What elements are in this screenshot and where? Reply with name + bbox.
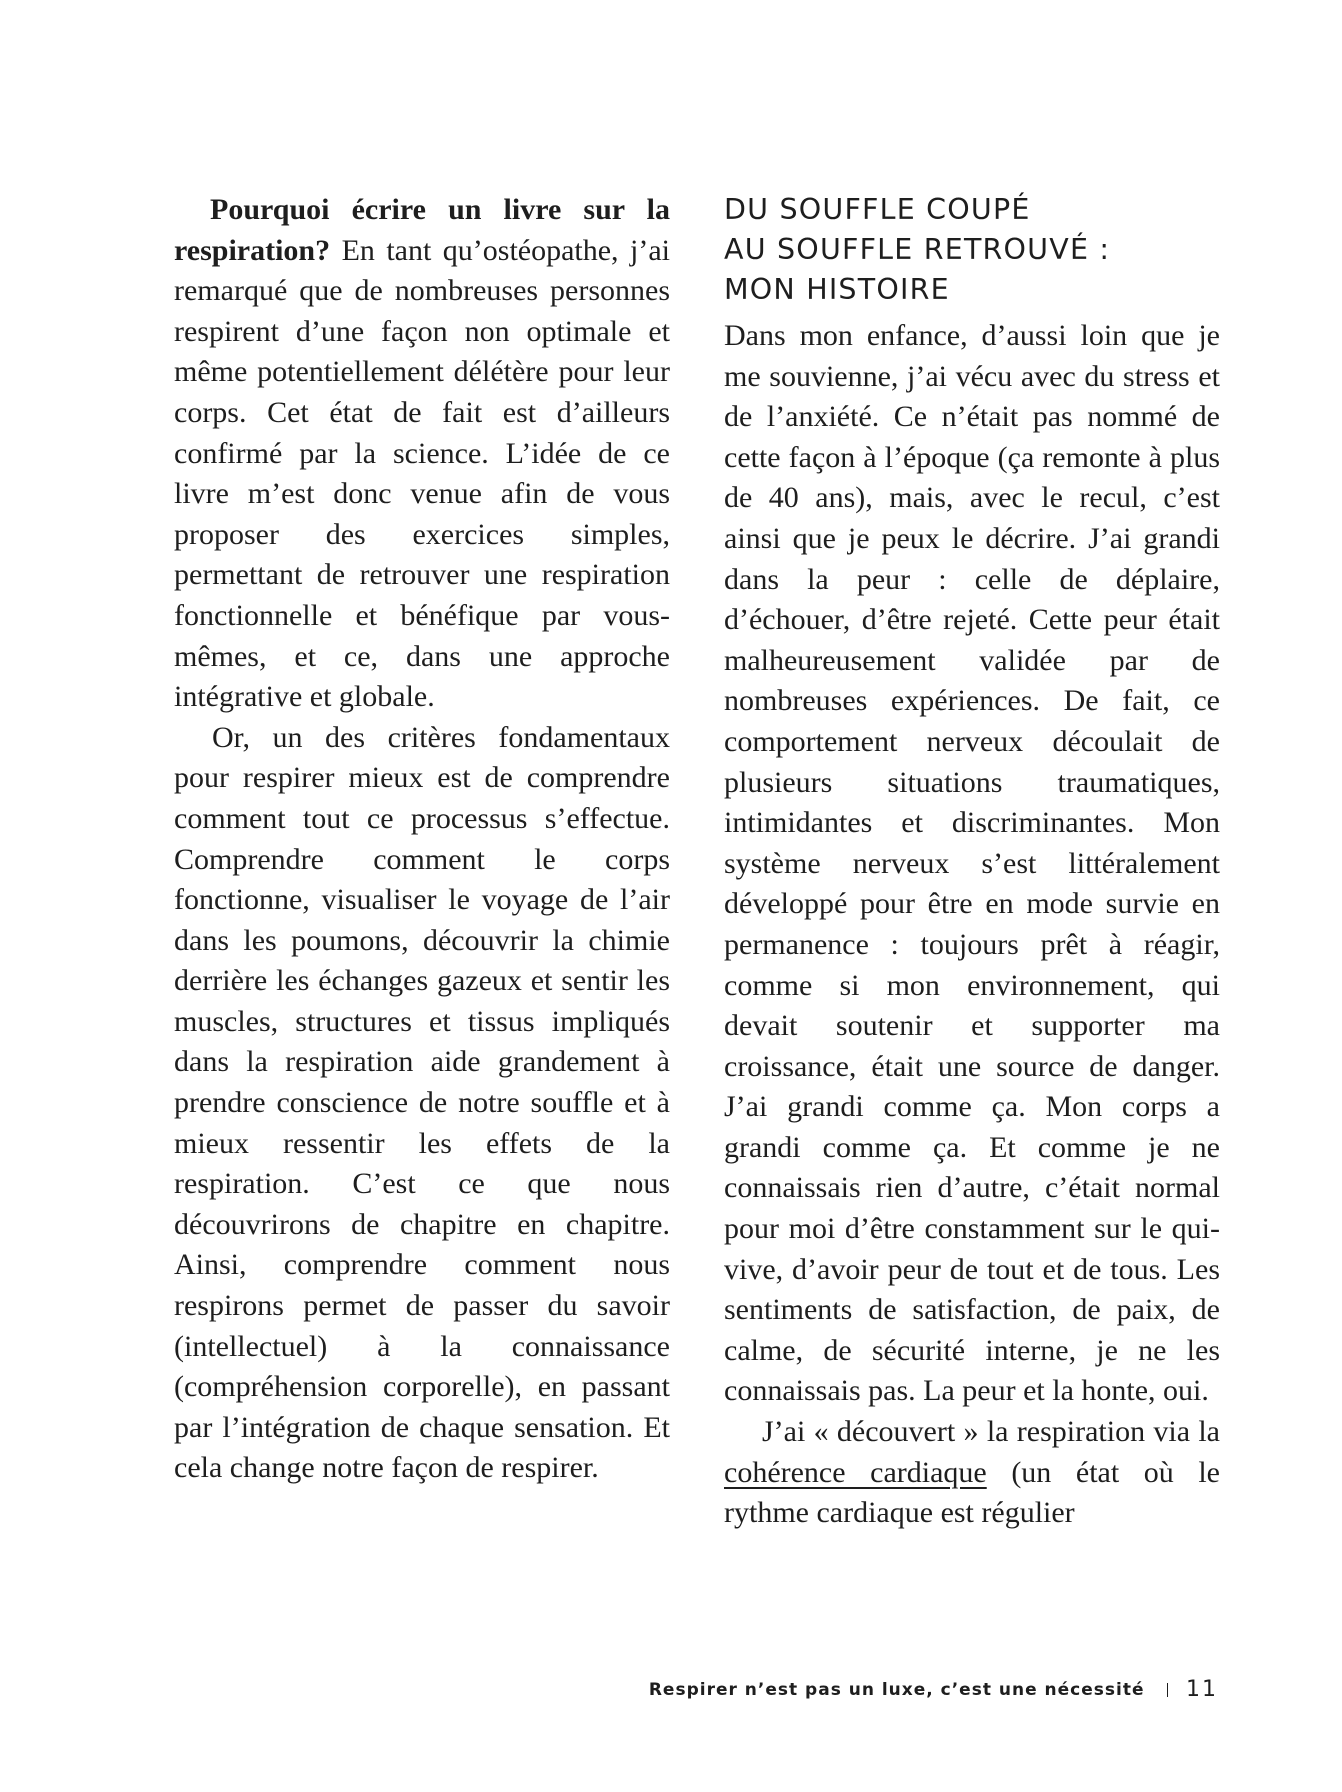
intro-paragraph bbox=[174, 190, 670, 718]
section-heading-line-1: DU SOUFFLE COUPÉ bbox=[724, 193, 1031, 226]
discovery-text-end: (un état où le rythme cardiaque est régulier bbox=[724, 1455, 1220, 1530]
section-heading-line-3: MON HISTOIRE bbox=[724, 273, 950, 306]
right-column bbox=[724, 190, 1220, 1534]
intro-lead-question: Pourquoi écrire un livre sur la respiration? bbox=[174, 193, 670, 267]
discovery-paragraph bbox=[724, 1412, 1220, 1534]
running-title: Respirer n’est pas un luxe, c’est une nécessité bbox=[648, 1679, 1145, 1700]
section-heading-line-2: AU SOUFFLE RETROUVÉ : bbox=[724, 233, 1111, 266]
page-number: 11 bbox=[1186, 1677, 1218, 1702]
criteria-paragraph: Or, un des critères fondamentaux pour respirer mieux est de comprendre comment tout ce processus s’effectue. Comprendre comment le corps fonctionne, visualiser le voyage de l’air dans les poumons, découvrir la chimie derrière les échanges gazeux et sentir les muscles, structures et tissus impliqués dans la respiration aide grandement à prendre conscience de notre souffle et à mieux ressentir les effets de la respiration. C’est ce que nous découvrirons de chapitre en chapitre. Ainsi, comprendre comment nous respirons permet de passer du savoir (intellectuel) à la connaissance (compréhension corporelle), en passant par l’intégration de chaque sensation. Et cela change notre façon de respirer. bbox=[174, 720, 670, 1485]
discovery-text-start: J’ai « découvert » la respiration via la bbox=[762, 1415, 1220, 1449]
section-heading bbox=[724, 190, 1220, 310]
childhood-paragraph: Dans mon enfance, d’aussi loin que je me souvienne, j’ai vécu avec du stress et de l’anxiété. Ce n’était pas nommé de cette façon à l’époque (ça remonte à plus de 40 ans), mais, avec le recul, c’est ainsi que je peux le décrire. J’ai grandi dans la peur : celle de déplaire, d’échouer, d’être rejeté. Cette peur était malheureusement validée par de nombreuses expériences. De fait, ce comportement nerveux découlait de plusieurs situations traumatiques, intimidantes et discriminantes. Mon système nerveux s’est littéralement développé pour être en mode survie en permanence : toujours prêt à réagir, comme si mon environnement, qui devait soutenir et supporter ma croissance, était une source de danger. J’ai grandi comme ça. Mon corps a grandi comme ça. Et comme je ne connaissais rien d’autre, c’était normal pour moi d’être constamment sur le qui-vive, d’avoir peur de tout et de tous. Les sentiments de satisfaction, de paix, de calme, de sécurité interne, je ne les connaissais pas. La peur et la honte, oui. bbox=[724, 319, 1220, 1408]
left-column bbox=[174, 190, 670, 1489]
footer-separator bbox=[1167, 1683, 1169, 1697]
intro-paragraph-text: En tant qu’ostéopathe, j’ai remarqué que de nombreuses personnes respirent d’une façon non optimale et même potentiellement délétère pour leur corps. Cet état de fait est d’ailleurs confirmé par la science. L’idée de ce livre m’est donc venue afin de vous proposer des exercices simples, permettant de retrouver une respiration fonctionnelle et bénéfique par vous-mêmes, et ce, dans une approche intégrative et globale. bbox=[174, 233, 670, 714]
coherence-cardiaque-link[interactable]: cohérence cardiaque bbox=[724, 1455, 987, 1489]
page-footer bbox=[649, 1677, 1218, 1702]
